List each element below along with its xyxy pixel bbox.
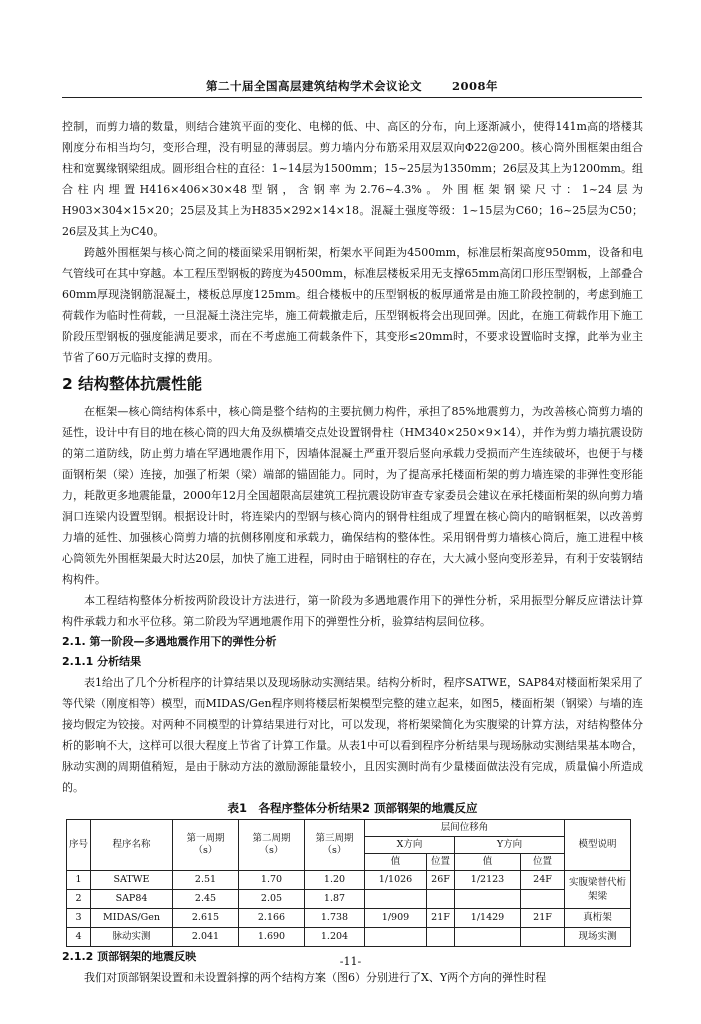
cell-program: SATWE — [91, 871, 173, 890]
page-body — [62, 116, 643, 988]
header-year: 2008年 — [451, 79, 498, 93]
cell-period-2: 2.05 — [239, 890, 305, 909]
cell-period-2: 2.166 — [239, 909, 305, 928]
table-row — [67, 871, 631, 890]
cell-x-value — [365, 890, 427, 909]
cell-x-position: 21F — [427, 909, 455, 928]
cell-seq: 2 — [67, 890, 91, 909]
section-2-1-1-paragraph: 表1给出了几个分析程序的计算结果以及现场脉动实测结果。结构分析时，程序SATWE，SAP84对楼面桁架采用了等代梁（刚度相等）模型，而MIDAS/Gen程序则将楼层桁架模型完整的建立起来，如图5，楼面桁架（钢梁）与墙的连接均假定为铰接。对两种不同模型的计算结果进行对比，可以发现，将桁架梁简化为实腹梁的计算方法，对结构整体分析的影响不大，这样可以很大程度上节省了计算工作量。从表1中可以看到程序分析结果与现场脉动实测结果基本吻合，脉动实测的周期值稍短，是由于脉动方法的激励源能量较小，且因实测时尚有少量楼面做法没有完成，质量偏小所造成的。 — [62, 676, 643, 794]
table-row — [67, 928, 631, 947]
cell-y-position: 24F — [521, 871, 565, 890]
section-2-1-heading: 2.1. 第一阶段—多遇地震作用下的弹性分析 — [62, 635, 277, 648]
cell-period-2: 1.70 — [239, 871, 305, 890]
cell-period-1: 2.615 — [173, 909, 239, 928]
cell-period-3: 1.20 — [305, 871, 365, 890]
header-x-value: 值 — [365, 854, 427, 871]
header-period-1: 第一周期 （s） — [173, 820, 239, 871]
cell-model-note: 真桁架 — [565, 909, 631, 928]
cell-seq: 4 — [67, 928, 91, 947]
header-x-position: 位置 — [427, 854, 455, 871]
cell-period-3: 1.87 — [305, 890, 365, 909]
cell-period-3: 1.204 — [305, 928, 365, 947]
cell-x-position — [427, 928, 455, 947]
table-row — [67, 909, 631, 928]
section-2-paragraph-2: 本工程结构整体分析按两阶段设计方法进行，第一阶段为多遇地震作用下的弹性分析，采用振型分解反应谱法计算构件承载力和水平位移。第二阶段为罕遇地震作用下的弹塑性分析，验算结构层间位移。 — [62, 594, 643, 628]
header-y-value: 值 — [455, 854, 521, 871]
section-2-1-2-paragraph: 我们对顶部钢架设置和未设置斜撑的两个结构方案（图6）分别进行了X、Y两个方向的弹性时程 — [84, 971, 547, 984]
cell-y-position: 21F — [521, 909, 565, 928]
section-2-heading: 2 结构整体抗震性能 — [62, 375, 203, 393]
cell-period-1: 2.041 — [173, 928, 239, 947]
cell-period-3: 1.738 — [305, 909, 365, 928]
cell-y-value: 1/2123 — [455, 871, 521, 890]
header-y-direction: Y方向 — [455, 837, 565, 854]
header-drift: 层间位移角 — [365, 820, 565, 837]
cell-period-1: 2.51 — [173, 871, 239, 890]
section-2-1-1-heading: 2.1.1 分析结果 — [62, 655, 142, 668]
cell-x-value — [365, 928, 427, 947]
cell-y-value — [455, 928, 521, 947]
header-period-3: 第三周期 （s） — [305, 820, 365, 871]
cell-x-position: 26F — [427, 871, 455, 890]
header-model: 模型说明 — [565, 820, 631, 871]
header-program: 程序名称 — [91, 820, 173, 871]
cell-seq: 3 — [67, 909, 91, 928]
section-2-paragraph-1: 在框架—核心筒结构体系中，核心筒是整个结构的主要抗侧力构件，承担了85%地震剪力，为改善核心筒剪力墙的延性，设计中有目的地在核心筒的四大角及纵横墙交点处设置钢骨柱（HM340×250×9×14），并作为剪力墙抗震设防的第二道防线，防止剪力墙在罕遇地震作用下，因墙体混凝土严重开裂后竖向承载力受损而产生连续破坏，也便于与楼面钢桁架（梁）连接，加强了桁架（梁）端部的锚固能力。同时，为了提高承托楼面桁架的剪力墙连梁的非弹性变形能力，耗散更多地震能量，2000年12月全国超限高层建筑工程抗震设防审查专家委员会建议在承托楼面桁架的纵向剪力墙洞口连梁内设置型钢。根据设计时，将连梁内的型钢与核心筒内的钢骨柱组成了埋置在核心筒内的暗钢框架，以改善剪力墙的延性、加强核心筒剪力墙的抗侧移刚度和承载力，确保结构的整体性。采用钢骨剪力墙核心筒后，施工进程中核心筒领先外围框架最大时达20层，加快了施工进程，同时由于暗钢柱的存在，大大减小竖向变形差异，有利于安装钢结构构件。 — [62, 405, 643, 586]
cell-y-position — [521, 890, 565, 909]
cell-program: SAP84 — [91, 890, 173, 909]
cell-seq: 1 — [67, 871, 91, 890]
header-y-position: 位置 — [521, 854, 565, 871]
cell-x-value: 1/1026 — [365, 871, 427, 890]
page-number: -11- — [339, 955, 362, 968]
cell-x-position — [427, 890, 455, 909]
table-1-caption: 表1 各程序整体分析结果2 顶部钢架的地震反应 — [227, 801, 478, 815]
running-header — [62, 78, 642, 94]
intro-paragraph-1: 控制，而剪力墙的数量，则结合建筑平面的变化、电梯的低、中、高区的分布，向上逐渐减小，使得141m高的塔楼其刚度分布相当均匀，变形合理，没有明显的薄弱层。剪力墙内分布筋采用双层双向Φ22@200。核心筒外围框架由组合柱和宽翼缘钢梁组成。圆形组合柱的直径：1~14层为1500mm；15~25层为1350mm；26层及其上为1200mm。组合柱内埋置H416×406×30×48型钢，含钢率为2.76~4.3%。外围框架钢梁尺寸：1~24层为H903×304×15×20；25层及其上为H835×292×14×18。混凝土强度等级：1~15层为C60；16~25层为C50；26层及其上为C40。 — [62, 120, 643, 238]
cell-x-value: 1/909 — [365, 909, 427, 928]
cell-y-value: 1/1429 — [455, 909, 521, 928]
section-2-1-2-heading: 2.1.2 顶部钢架的地震反映 — [62, 950, 197, 963]
header-period-2: 第二周期 （s） — [239, 820, 305, 871]
cell-period-2: 1.690 — [239, 928, 305, 947]
cell-program: MIDAS/Gen — [91, 909, 173, 928]
cell-model-note: 实腹梁替代桁架梁 — [565, 871, 631, 909]
cell-y-position — [521, 928, 565, 947]
cell-program: 脉动实测 — [91, 928, 173, 947]
cell-period-1: 2.45 — [173, 890, 239, 909]
header-x-direction: X方向 — [365, 837, 455, 854]
header-title: 第二十届全国高层建筑结构学术会议论文 — [205, 79, 422, 93]
cell-model-note: 现场实测 — [565, 928, 631, 947]
intro-paragraph-2: 跨越外围框架与核心筒之间的楼面梁采用钢桁架，桁架水平间距为4500mm，标准层桁架高度950mm，设备和电气管线可在其中穿越。本工程压型钢板的跨度为4500mm，标准层楼板采用无支撑65mm高闭口形压型钢板，上部叠合60mm厚现浇钢筋混凝土，楼板总厚度125mm。组合楼板中的压型钢板的板厚通常是由施工阶段控制的，考虑到施工荷载作为临时性荷载，一旦混凝土浇注完毕，施工荷载撤走后，压型钢板将会出现回弹。因此，在施工荷载作用下施工阶段压型钢板的强度能满足要求，而在不考虑施工荷载条件下，其变形≤20mm时，不要求设置临时支撑，此举为业主节省了60万元临时支撑的费用。 — [62, 246, 643, 364]
cell-y-value — [455, 890, 521, 909]
header-seq: 序号 — [67, 820, 91, 871]
table-row — [67, 890, 631, 909]
table-1 — [66, 819, 631, 947]
header-rule — [62, 97, 642, 98]
